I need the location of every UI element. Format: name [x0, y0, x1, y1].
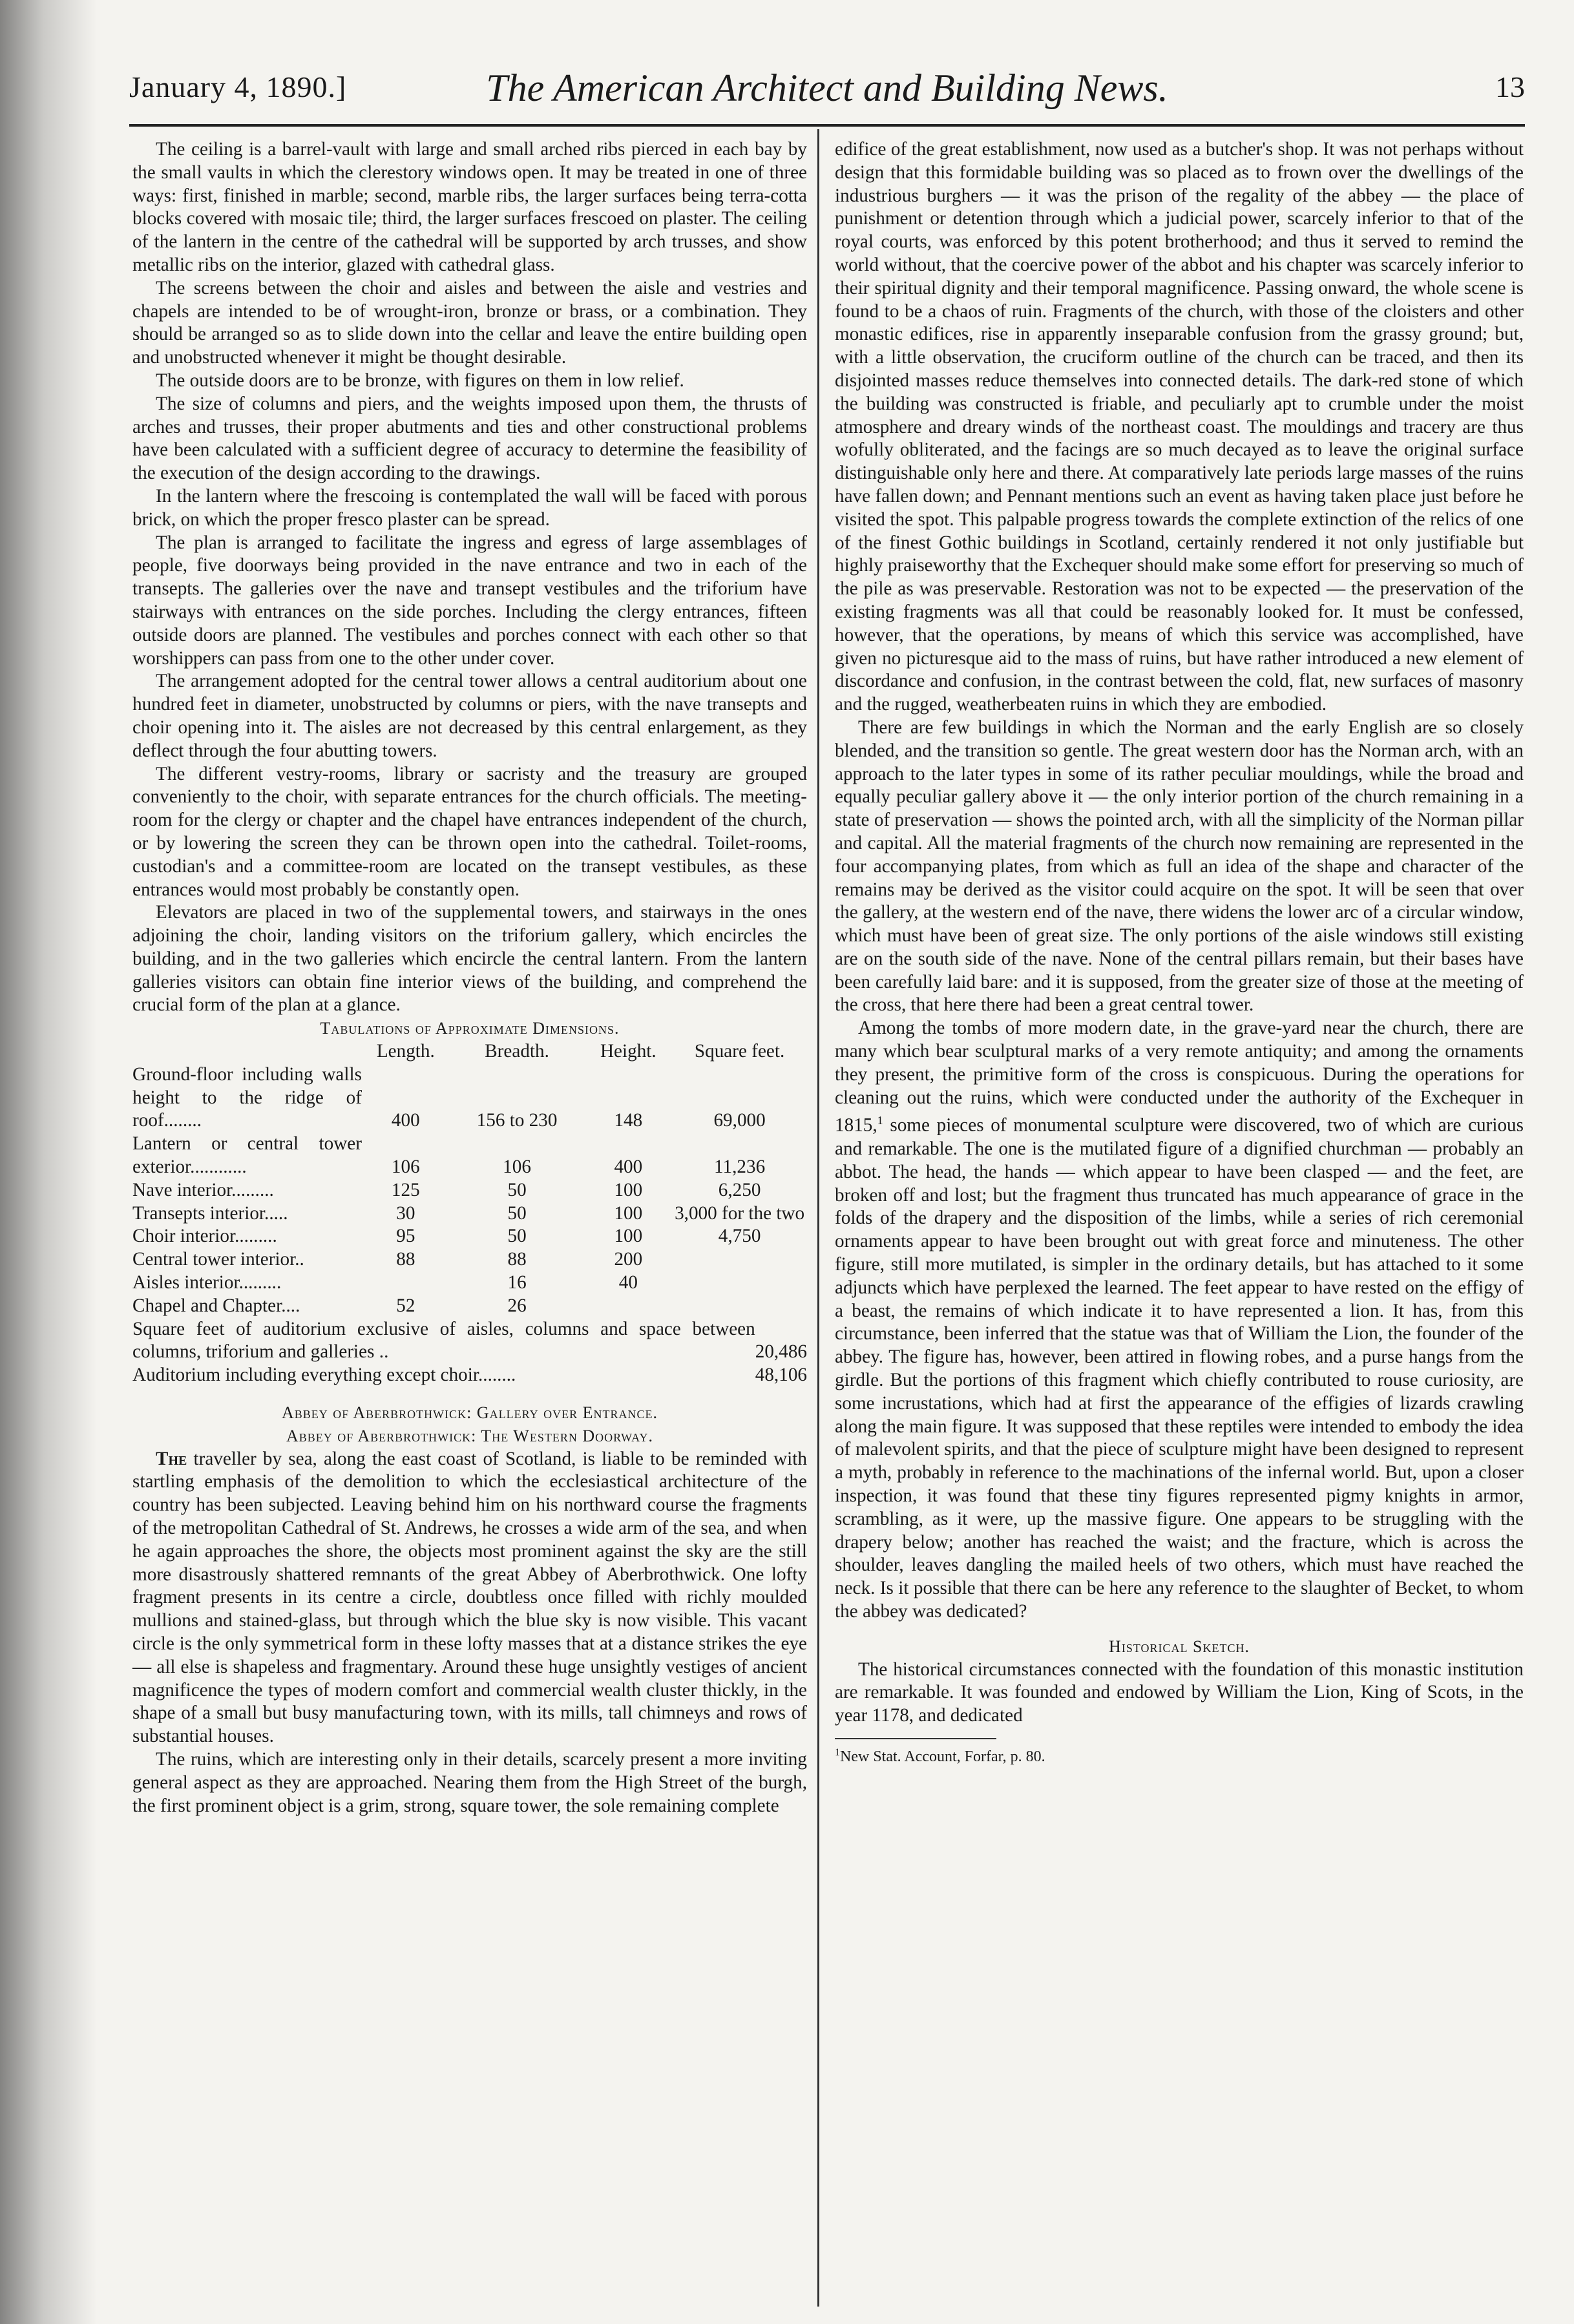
cell-height: 400 — [614, 1157, 643, 1178]
paragraph-plan: The plan is arranged to facilitate the ingress and egress of large assemblages of people, five doorways being provided in the nave entrance and two in each of the transepts. The galleries over the nave and transept vestibules and the triforium have stairways with entrances on the side porches. Including the clergy entrances, fifteen outside doors are planned. The vestibules and porches connect with each other so that worshippers can pass from one to the other under cover. — [132, 532, 807, 669]
table-header: Breadth. — [485, 1041, 549, 1062]
lead-word: The — [156, 1448, 187, 1469]
total-label: Square feet of auditorium exclusive of aisles, columns and space between columns, triforium and galleries .. — [132, 1318, 755, 1363]
total-auditorium-inclusive — [132, 1364, 807, 1387]
table-header-row — [132, 1040, 807, 1063]
cell-length: 30 — [396, 1202, 415, 1224]
row-label: Ground-floor including walls height to the ridge of roof........ — [132, 1063, 362, 1131]
cell-height — [584, 1295, 672, 1318]
paragraph-elevators: Elevators are placed in two of the supplemental towers, and stairways in the ones adjoining the choir, landing visitors on the triforium gallery, which encircles the building, and in the two galleries which encircle the central lantern. From the lantern galleries visitors can obtain fine interior views of the building, and comprehend the crucial form of the plan at a glance. — [132, 902, 807, 1016]
cell-height: 40 — [618, 1272, 638, 1293]
table-row — [132, 1133, 807, 1179]
cell-sqft — [672, 1248, 807, 1272]
paragraph-edifice: edifice of the great establishment, now used as a butcher's shop. It was not perhaps without design that this formidable building was so placed as to frown over the dwellings of the industrious burghers — it was the prison of the regality of the abbey — the place of punishment or detention through which a judicial power, scarcely inferior to that of the royal courts, was enforced by this potent brotherhood; and thus it served to remind the world without, that the coercive power of the abbot and his chapter was scarcely inferior to their spiritual dignity and their temporal magnificence. Passing onward, the whole scene is found to be a chaos of ruin. Fragments of the church, with those of the cloisters and other monastic edifices, rise in apparently inseparable confusion from the grassy ground; but, with a little observation, the cruciform outline of the church can be traced, and then its disjointed masses reduce themselves into connected details. The dark-red stone of which the building was constructed is friable, and peculiarly apt to crumble under the moist atmosphere and dreary winds of the northeast coast. The mouldings and tracery are thus wofully obliterated, and the facings are so much decayed as to leave the original surface distinguishable only here and there. At comparatively late periods large masses of the ruins have fallen down; and Pennant mentions such an event as having taken place just before he visited the spot. This palpable progress towards the complete extinction of the relics of one of the finest Gothic buildings in Scotland, certainly rendered it not only justifiable but highly praiseworthy that the Exchequer should make some effort for preserving so much of the pile as was preservable. Restoration was not to be expected — the preservation of the existing fragments was all that could be reasonably looked for. It must be confessed, however, that the operations, by means of which this service was accomplished, have given no picturesque aid to the mass of ruins, but have rather introduced a new element of discordance and confusion, in the contrast between the cold, flat, new surfaces of masonry and the rugged, weatherbeaten ruins in which they are embodied. — [835, 139, 1524, 715]
cell-length: 400 — [391, 1110, 420, 1131]
table-row — [132, 1248, 807, 1272]
header-rule — [129, 124, 1525, 127]
cell-height: 100 — [614, 1179, 643, 1200]
cell-length — [362, 1272, 450, 1295]
cell-breadth: 50 — [507, 1226, 527, 1247]
cell-length: 95 — [396, 1226, 415, 1247]
cell-breadth: 156 to 230 — [476, 1110, 558, 1131]
row-label: Transepts interior..... — [132, 1202, 288, 1224]
cell-height: 200 — [614, 1249, 643, 1270]
cell-length: 106 — [391, 1157, 420, 1178]
cell-sqft — [672, 1295, 807, 1318]
cell-sqft: 3,000 for the two — [675, 1202, 805, 1224]
paragraph-traveller — [132, 1448, 807, 1748]
total-label: Auditorium including everything except choir........ — [132, 1365, 516, 1386]
total-value: 48,106 — [755, 1365, 807, 1386]
row-label: Lantern or central tower exterior............ — [132, 1133, 362, 1178]
cell-breadth: 26 — [507, 1295, 527, 1316]
running-header — [129, 67, 1525, 115]
row-label: Aisles interior......... — [132, 1272, 282, 1293]
cell-sqft: 6,250 — [718, 1179, 761, 1200]
table-row — [132, 1063, 807, 1133]
paragraph-text: some pieces of monumental sculpture were discovered, two of which are curious and remarkable. The one is the mutilated figure of a dignified churchman — probably an abbot. The head, the hands — which appear to have been clasped — and the feet, are broken off and lost; but the fragment thus truncated has much appearance of grace in the folds of the drapery and the disposition of the limbs, while a series of rich ceremonial ornaments appear to have been brought out with great force and minuteness. The other figure, still more mutilated, is simpler in the ordinary details, but has attached to it some adjuncts which have perplexed the learned. The feet appear to have rested on the effigy of a beast, the remains of which indicate it to have represented a lion. It has, from this circumstance, been inferred that the statue was that of William the Lion, the founder of the abbey. The figure has, however, been attired in flowing robes, and a purse hangs from the girdle. But the portions of this fragment which chiefly contributed to rouse curiosity, are some incrustations, which had at first the appearance of the effigies of lizards crawling along the main figure. It was supposed that these reptiles were intended to embody the idea of malevolent spirits, and that the piece of sculpture might have been designed to represent a myth, probably in reference to the machinations of the infernal world. But, upon a closer inspection, it was found that these tiny figures represented pigmy knights in armor, scrambling, as it were, up the massive figure. One appears to be struggling with the drapery below; another has reached the waist; and the fracture, which is across the shoulder, leaves dangling the mailed heels of two others, which must have reached the neck. Is it possible that there can be here any reference to the slaughter of Becket, to whom the abbey was dedicated? — [835, 1115, 1524, 1622]
table-row — [132, 1179, 807, 1202]
cell-sqft — [672, 1272, 807, 1295]
table-header: Square feet. — [694, 1041, 785, 1062]
journal-title: The American Architect and Building News. — [486, 67, 1168, 109]
paragraph-tombs — [835, 1017, 1524, 1623]
footnote-rule — [835, 1738, 996, 1739]
table-row — [132, 1272, 807, 1295]
cell-breadth: 106 — [503, 1157, 531, 1178]
cell-height: 148 — [614, 1110, 643, 1131]
footnote-reference: 1 — [877, 1114, 883, 1127]
footnote-mark: 1 — [835, 1746, 840, 1758]
dimensions-table — [132, 1040, 807, 1318]
right-column — [835, 138, 1524, 1766]
paragraph-norman: There are few buildings in which the Norman and the early English are so closely blended, and the transition so gentle. The great western door has the Norman arch, with an approach to the later types in some of its rather peculiar mouldings, while the broad and equally peculiar gallery above it — the only interior portion of the church remaining in a state of preservation — shows the pointed arch, with all the simplicity of the Norman pillar and capital. All the material fragments of the church now remaining are represented in the four accompanying plates, from which as full an idea of the shape and character of the remains may be derived as the visitor could acquire on the spot. It will be seen that over the gallery, at the western end of the nave, there widens the lower arc of a circular window, which must have been of great size. The only portions of the aisle windows still existing are on the south side of the nave. None of the central pillars remain, but their bases have been carefully laid bare: and it is supposed, from the greater size of those at the meeting of the cross, that here there had been a great central tower. — [835, 717, 1524, 1016]
paragraph-ruins: The ruins, which are interesting only in their details, scarcely present a more inviting general aspect as they are approached. Nearing them from the High Street of the burgh, the first prominent object is a grim, strong, square tower, the sole remaining complete — [132, 1748, 807, 1816]
paragraph-doors: The outside doors are to be bronze, with figures on them in low relief. — [156, 370, 684, 391]
footnote — [835, 1743, 1524, 1766]
row-label: Nave interior......... — [132, 1179, 274, 1200]
paragraph-tower: The arrangement adopted for the central tower allows a central auditorium about one hundred feet in diameter, unobstructed by columns or piers, with the nave transepts and choir opening into it. The aisles are not decreased by this central enlargement, as they deflect through the four abutting towers. — [132, 671, 807, 761]
paragraph-lantern: In the lantern where the frescoing is contemplated the wall will be faced with porous brick, on which the proper fresco plaster can be spread. — [132, 485, 807, 530]
cell-length: 125 — [391, 1179, 420, 1200]
paragraph-historical: The historical circumstances connected with the foundation of this monastic institution are remarkable. It was founded and endowed by William the Lion, King of Scots, in the year 1178, and dedicated — [835, 1659, 1524, 1726]
paragraph-columns: The size of columns and piers, and the weights imposed upon them, the thrusts of arches and trusses, their proper abutments and ties and other constructional problems have been calculated with a sufficient degree of accuracy to determine the feasibility of the execution of the design according to the drawings. — [132, 393, 807, 484]
section-heading: Historical Sketch. — [1109, 1637, 1250, 1656]
paragraph-screens: The screens between the choir and aisles and between the aisle and vestries and chapels are intended to be of wrought-iron, bronze or brass, or a combination. They should be arranged so as to slide down into the cellar and leave the entire building open and unobstructed whenever it might be thought desirable. — [132, 277, 807, 368]
cell-breadth: 16 — [507, 1272, 527, 1293]
total-auditorium-exclusive — [132, 1318, 807, 1365]
paragraph-vestry: The different vestry-rooms, library or sacristy and the treasury are grouped conveniently to the choir, with separate entrances for the church officials. The meeting-room for the clergy or chapter and the chapel have entrances independent of the church, or by lowering the screen they can be thrown open into the cathedral. Toilet-rooms, custodian's and a committee-room are located on the transept vestibules, as these entrances would most probably be constantly open. — [132, 763, 807, 900]
cell-sqft: 69,000 — [713, 1110, 766, 1131]
table-header: Height. — [600, 1041, 656, 1062]
total-value: 20,486 — [755, 1341, 807, 1363]
table-row — [132, 1225, 807, 1248]
table-header — [132, 1040, 362, 1063]
row-label: Choir interior......... — [132, 1226, 277, 1247]
page-number: 13 — [1495, 70, 1525, 103]
cell-height: 100 — [614, 1226, 643, 1247]
table-row — [132, 1202, 807, 1226]
row-label: Central tower interior.. — [132, 1249, 304, 1270]
cell-sqft: 11,236 — [714, 1157, 766, 1178]
paragraph-ceiling: The ceiling is a barrel-vault with large and small arched ribs pierced in each bay by the small vaults in which the clerestory windows open. It may be treated in one of three ways: first, finished in marble; second, marble ribs, the larger surfaces being terra-cotta blocks covered with mosaic tile; third, the larger surfaces frescoed on plaster. The ceiling of the lantern in the centre of the cathedral will be supported by arch trusses, and show metallic ribs on the interior, glazed with cathedral glass. — [132, 139, 807, 275]
caption-gallery: Abbey of Aberbrothwick: Gallery over Entrance. — [281, 1403, 658, 1423]
issue-date: January 4, 1890.] — [129, 70, 347, 103]
cell-length: 88 — [396, 1249, 415, 1270]
page-edge-shadow — [0, 0, 97, 2324]
footnote-text: New Stat. Account, Forfar, p. 80. — [840, 1748, 1045, 1765]
cell-breadth: 88 — [507, 1249, 527, 1270]
paragraph-text: traveller by sea, along the east coast of Scotland, is liable to be reminded with startling emphasis of the demolition to which the ecclesiastical architecture of the country has been subjected. Leaving behind him on his northward course the fragments of the metropolitan Cathedral of St. Andrews, he crosses a wide arm of the sea, and when he again approaches the shore, the objects most prominent against the sky are the still more disastrously shattered remnants of the great Abbey of Aberbrothwick. One lofty fragment presents in its centre a circle, doubtless once filled with richly moulded mullions and stained-glass, but through which the blue sky is now visible. This vacant circle is the only symmetrical form in these lofty masses that at a distance strikes the eye — all else is shapeless and fragmentary. Around these huge unsightly vestiges of ancient magnificence the types of modern comfort and commercial wealth cluster thickly, in the shape of a small but busy manufacturing town, with its mills, tall chimneys and rows of substantial houses. — [132, 1448, 807, 1747]
cell-height: 100 — [614, 1202, 643, 1224]
cell-sqft: 4,750 — [718, 1226, 761, 1247]
table-title: Tabulations of Approximate Dimensions. — [320, 1019, 620, 1038]
caption-doorway: Abbey of Aberbrothwick: The Western Doorway. — [286, 1426, 653, 1445]
cell-breadth: 50 — [507, 1202, 527, 1224]
paragraph-text: Among the tombs of more modern date, in the grave-yard near the church, there are many which bear sculptural marks of a very remote antiquity; and among the ornaments they present, the primitive form of the cross is conspicuous. During the operations for cleaning out the ruins, which were conducted under the authority of the Exchequer in 1815, — [835, 1018, 1524, 1136]
table-header: Length. — [376, 1041, 435, 1062]
cell-length: 52 — [396, 1295, 415, 1316]
cell-breadth: 50 — [507, 1179, 527, 1200]
row-label: Chapel and Chapter.... — [132, 1295, 300, 1316]
left-column — [132, 138, 807, 1817]
column-divider — [817, 129, 819, 2307]
table-row — [132, 1295, 807, 1318]
